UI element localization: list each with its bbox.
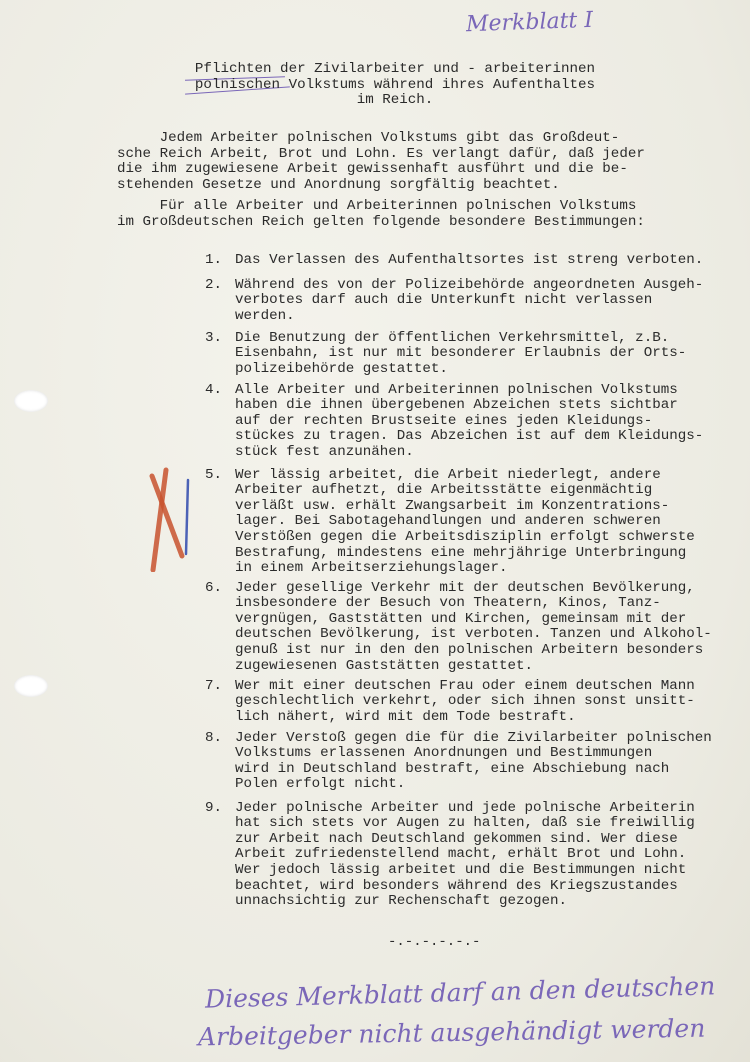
item-text: Die Benutzung der öffentlichen Verkehrsmittel, z.B. Eisenbahn, ist nur mit besonderer Erlaubnis der Orts- polizeibehörde gestattet. xyxy=(235,329,687,377)
item-number: 1. xyxy=(205,251,223,268)
item-text: Wer mit einer deutschen Frau oder einem deutschen Mann geschlechtlich verkehrt, oder sich ihnen sonst unsitt- lich nähert, wird mit dem Tode bestraft. xyxy=(235,677,695,725)
item-text: Das Verlassen des Aufenthaltsortes ist streng verboten. xyxy=(235,251,704,268)
item-text: Jeder gesellige Verkehr mit der deutschen Bevölkerung, insbesondere der Besuch von Theatern, Kinos, Tanz- vergnügen, Gaststätten und Kirchen, gemeinsam mit der deutschen Bevölkerung, ist verboten. Tanzen und Alkohol- genuß ist nur in den den polnischen Arbeitern besonders zugewiesenen Gaststätten gestattet. xyxy=(235,579,712,674)
regulation-item xyxy=(188,452,695,577)
crayon-margin-mark xyxy=(148,462,190,572)
regulation-item xyxy=(188,715,712,793)
separator: -.-.-.-.-.- xyxy=(388,934,481,950)
item-number: 9. xyxy=(205,799,223,816)
item-number: 3. xyxy=(205,329,223,346)
item-text: Jeder Verstoß gegen die für die Zivilarbeiter polnischen Volkstums erlassenen Anordnungen und Bestimmungen wird in Deutschland bestraft, eine Abschiebung nach Polen erfolgt nicht. xyxy=(235,729,712,793)
item-number: 6. xyxy=(205,579,223,596)
item-number: 7. xyxy=(205,677,223,694)
item-number: 4. xyxy=(205,381,223,398)
item-number: 2. xyxy=(205,276,223,293)
document-title: Pflichten der Zivilarbeiter und - arbeiterinnen polnischen Volkstums während ihres Aufenthaltes im Reich. xyxy=(194,61,596,108)
item-text: Alle Arbeiter und Arbeiterinnen polnischen Volkstums haben die ihnen übergebenen Abzeichen stets sichtbar auf der rechten Brustseite eines jeden Kleidungs- stückes zu tragen. Das Abzeichen ist auf dem Kleidungs- stück fest anzunähen. xyxy=(235,381,704,460)
punch-hole-top xyxy=(14,390,48,412)
item-text: Jeder polnische Arbeiter und jede polnische Arbeiterin hat sich stets vor Augen zu halten, daß sie freiwillig zur Arbeit nach Deutschland gekommen sind. Wer diese Arbeit zufriedenstellend macht, erhält Brot und Lohn. Wer jedoch lässig arbeitet und die Bestimmungen nicht beachtet, wird besonders während des Kriegszustandes unnachsichtig zur Rechenschaft gezogen. xyxy=(235,799,695,910)
item-number: 8. xyxy=(205,729,223,746)
item-text: Während des von der Polizeibehörde angeordneten Ausgeh- verbotes darf auch die Unterkunft nicht verlassen werden. xyxy=(235,276,704,324)
footer-handwritten-note-line-1: Dieses Merkblatt darf an den deutschen xyxy=(204,971,716,1014)
intro-paragraph: Jedem Arbeiter polnischen Volkstums gibt das Großdeut- sche Reich Arbeit, Brot und Lohn. Es verlangt dafür, daß jeder die ihm zugewiesene Arbeit gewissenhaft ausführt und die be- stehenden Gesetze und Anordnung sorgfältig beachtet. xyxy=(117,130,645,193)
regulation-item xyxy=(188,565,712,674)
header-handwritten-note: Merkblatt I xyxy=(465,7,594,38)
item-number: 5. xyxy=(205,466,223,483)
footer-handwritten-note-line-2: Arbeitgeber nicht ausgehändigt werden xyxy=(197,1013,706,1052)
punch-hole-bottom xyxy=(14,675,48,697)
regulation-item xyxy=(188,785,695,910)
preamble-paragraph: Für alle Arbeiter und Arbeiterinnen polnischen Volkstums im Großdeutschen Reich gelten folgende besondere Bestimmungen: xyxy=(117,198,645,230)
regulation-item xyxy=(188,367,703,461)
item-text: Wer lässig arbeitet, die Arbeit niederlegt, andere Arbeiter aufhetzt, die Arbeitsstätte eigenmächtig verläßt usw. erhält Zwangsarbeit im Konzentrations- lager. Bei Sabotagehandlungen und anderen schweren Verstößen gegen die Arbeitsdisziplin erfolgt schwerste Bestrafung, mindestens eine mehrjährige Unterbringung in einem Arbeitserziehungslager. xyxy=(235,466,695,577)
